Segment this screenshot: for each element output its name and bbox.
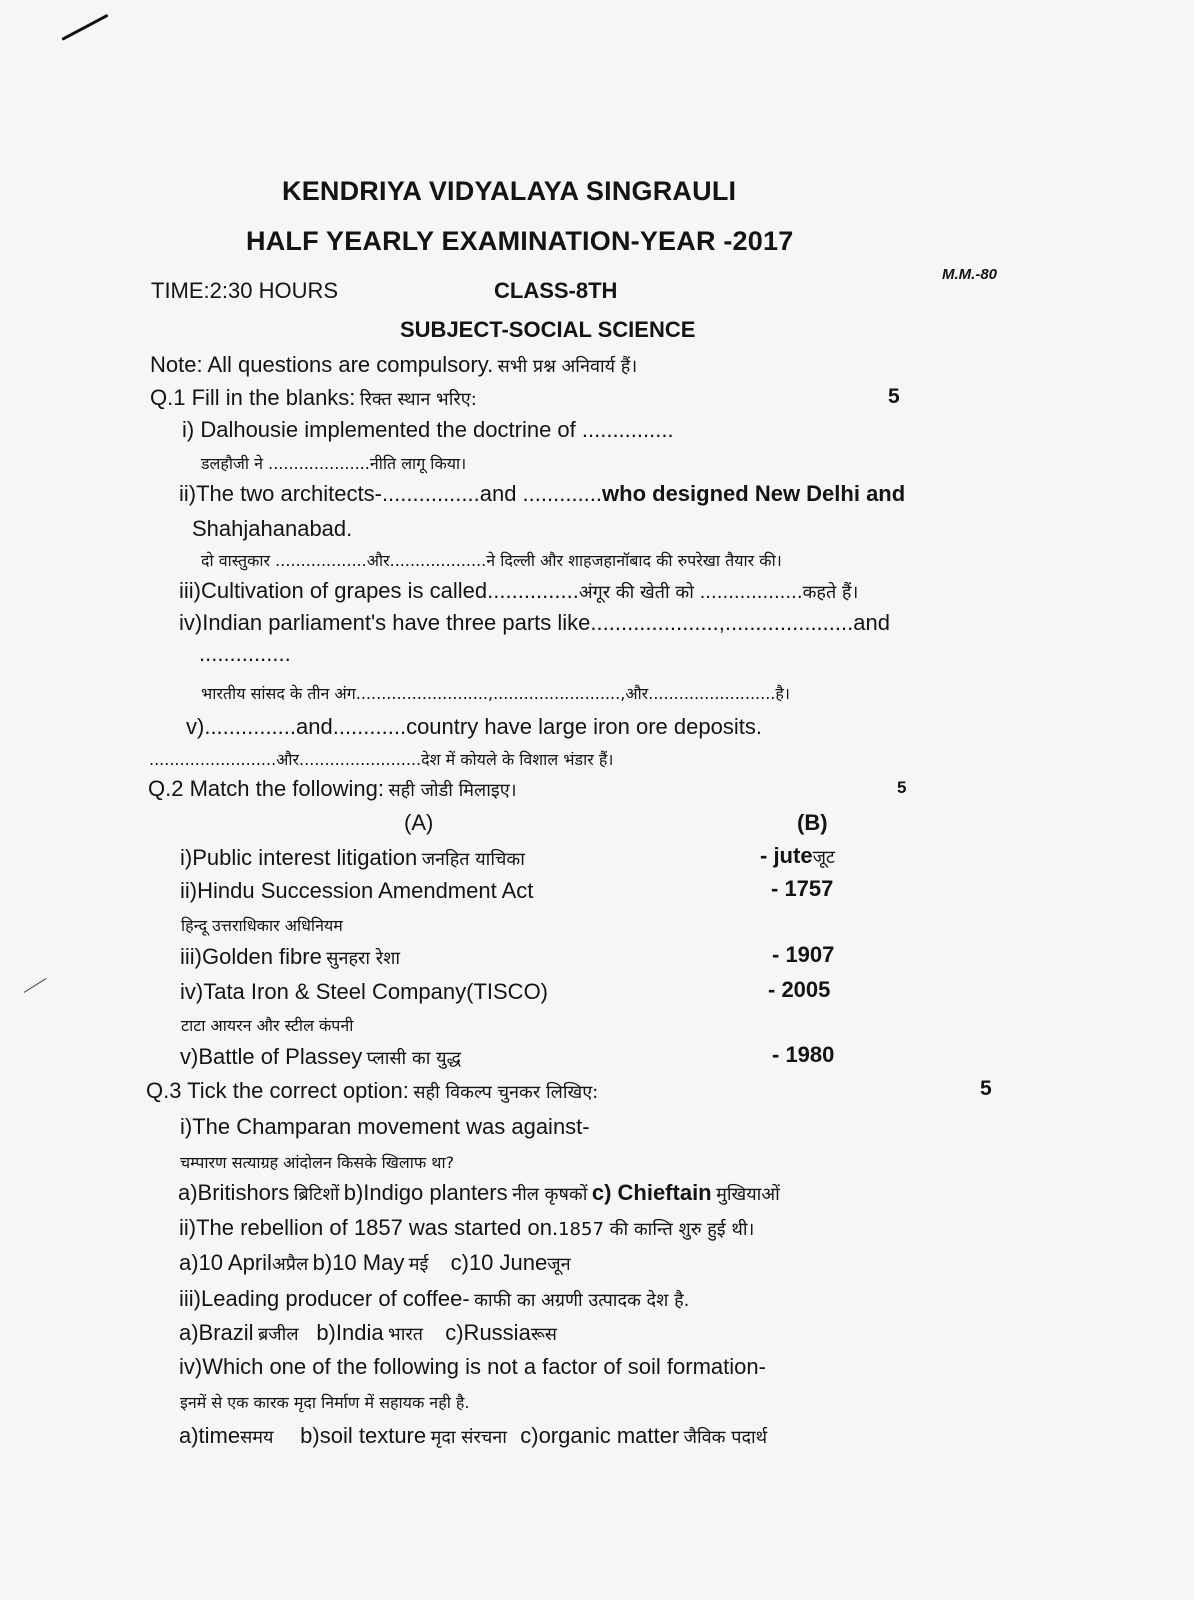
q3-item-2-en: ii)The rebellion of 1857 was started on. bbox=[179, 1215, 559, 1240]
q3-item-1-opt-b-hi: नील कृषकों bbox=[512, 1184, 588, 1205]
q2-title-hi: सही जोडी मिलाइए। bbox=[388, 780, 517, 801]
q2-row-2-b: - 1757 bbox=[771, 876, 834, 901]
q2-row-3-b: - 1907 bbox=[772, 942, 835, 967]
q2-col-b: (B) bbox=[797, 810, 828, 835]
q1-item-4: iv)Indian parliament's have three parts like.....................,.....................and bbox=[179, 610, 890, 635]
q2-marks: 5 bbox=[897, 778, 907, 797]
exam-time: TIME:2:30 HOURS bbox=[151, 278, 339, 303]
q3-title-en: Q.3 Tick the correct option: bbox=[146, 1078, 409, 1103]
q3-item-3 bbox=[179, 1286, 689, 1312]
q3-item-3-opt-b: b)India bbox=[316, 1320, 384, 1345]
subject-label: SUBJECT-SOCIAL SCIENCE bbox=[400, 317, 696, 342]
q3-item-1-options bbox=[178, 1180, 780, 1206]
margin-tick bbox=[24, 978, 47, 993]
q3-item-3-opt-c: c)Russia bbox=[445, 1320, 531, 1345]
q3-item-4-opt-c-hi: जैविक पदार्थ bbox=[683, 1427, 768, 1448]
q1-item-3-hi: अंगूर की खेती को ..................कहते हैं। bbox=[578, 582, 859, 603]
q3-item-2-opt-a-hi: अप्रैल bbox=[271, 1254, 309, 1275]
q3-item-1-hi: चम्पारण सत्याग्रह आंदोलन किसके खिलाफ था? bbox=[180, 1153, 455, 1172]
q2-row-3-a bbox=[180, 944, 400, 970]
note-en: Note: All questions are compulsory. bbox=[150, 352, 494, 377]
q2-row-2-a: ii)Hindu Succession Amendment Act bbox=[180, 878, 534, 903]
q2-row-4-a-hi: टाटा आयरन और स्टील कंपनी bbox=[181, 1016, 354, 1035]
q3-item-4: iv)Which one of the following is not a factor of soil formation- bbox=[179, 1354, 766, 1379]
q2-title-en: Q.2 Match the following: bbox=[148, 776, 385, 801]
q2-row-3-a-en: iii)Golden fibre bbox=[180, 944, 322, 969]
q3-item-2-options bbox=[179, 1250, 571, 1276]
q1-item-5: v)...............and............country have large iron ore deposits. bbox=[186, 714, 762, 739]
q1-item-2 bbox=[179, 481, 905, 507]
q2-row-1-b-hi: जूट bbox=[812, 847, 835, 868]
q1-item-4-dots: ............... bbox=[199, 641, 291, 666]
q2-row-5-a-hi: प्लासी का युद्ध bbox=[366, 1048, 461, 1069]
q1-item-3-en: iii)Cultivation of grapes is called............... bbox=[179, 578, 579, 603]
q2-row-5-a bbox=[180, 1044, 461, 1070]
q3-item-2-opt-a: a)10 April bbox=[179, 1250, 272, 1275]
q3-item-4-hi: इनमें से एक कारक मृदा निर्माण में सहायक नही है. bbox=[180, 1393, 470, 1412]
q3-item-1-opt-a: a)Britishors bbox=[178, 1180, 290, 1205]
pen-mark bbox=[61, 14, 108, 41]
q3-item-1-opt-c-hi: मुखियाओं bbox=[716, 1184, 780, 1205]
q1-title-en: Q.1 Fill in the blanks: bbox=[150, 385, 356, 410]
q3-item-3-opt-a-hi: ब्रजील bbox=[258, 1324, 299, 1345]
q3-item-2-opt-b-hi: मई bbox=[408, 1254, 429, 1275]
q3-item-2-opt-b: b)10 May bbox=[312, 1250, 405, 1275]
q3-item-3-opt-b-hi: भारत bbox=[388, 1324, 423, 1345]
q2-col-a: (A) bbox=[404, 810, 434, 835]
q1-item-1: i) Dalhousie implemented the doctrine of ............... bbox=[182, 417, 674, 442]
q3-item-4-opt-b-hi: मृदा संरचना bbox=[430, 1427, 507, 1448]
q3-item-4-opt-a: a)time bbox=[179, 1423, 241, 1448]
q3-marks: 5 bbox=[980, 1077, 992, 1100]
note-hi: सभी प्रश्न अनिवार्य हैं। bbox=[497, 356, 638, 377]
q1-item-5-hi: .........................और........................देश में कोयले के विशाल भंडार हैं। bbox=[149, 750, 614, 769]
exam-title: HALF YEARLY EXAMINATION-YEAR -2017 bbox=[246, 226, 794, 256]
q3-item-4-opt-b: b)soil texture bbox=[300, 1423, 427, 1448]
note bbox=[150, 352, 637, 378]
q2-row-1-b bbox=[760, 843, 835, 869]
q2-row-3-a-hi: सुनहरा रेशा bbox=[326, 948, 401, 969]
q2-row-1-a-en: i)Public interest litigation bbox=[180, 845, 418, 870]
q3-item-2-opt-c-hi: जून bbox=[547, 1254, 571, 1275]
max-marks: M.M.-80 bbox=[942, 266, 998, 283]
q3-item-3-opt-a: a)Brazil bbox=[179, 1320, 254, 1345]
school-name: KENDRIYA VIDYALAYA SINGRAULI bbox=[282, 176, 737, 206]
q3-item-4-opt-a-hi: समय bbox=[240, 1427, 274, 1448]
q2-row-2-a-hi: हिन्दू उत्तराधिकार अधिनियम bbox=[181, 916, 343, 935]
q3-item-3-opt-c-hi: रूस bbox=[530, 1324, 557, 1345]
q3-title bbox=[146, 1078, 598, 1104]
q2-row-1-a-hi: जनहित याचिका bbox=[421, 849, 525, 870]
q3-item-3-hi: काफी का अग्रणी उत्पादक देश है. bbox=[474, 1290, 690, 1311]
q3-item-3-en: iii)Leading producer of coffee- bbox=[179, 1286, 470, 1311]
class-label: CLASS-8TH bbox=[494, 278, 618, 303]
q3-item-4-options bbox=[179, 1423, 767, 1449]
q1-item-2-cont: Shahjahanabad. bbox=[192, 516, 353, 541]
q3-item-2-opt-c: c)10 June bbox=[450, 1250, 548, 1275]
q3-item-2-hi: 1857 की कान्ति शुरु हुई थी। bbox=[558, 1219, 755, 1240]
q2-row-1-b-en: - jute bbox=[760, 843, 813, 868]
q2-row-1-a bbox=[180, 845, 525, 871]
q1-marks: 5 bbox=[888, 385, 900, 408]
q3-item-3-options bbox=[179, 1320, 557, 1346]
q1-item-2-en-b: who designed New Delhi and bbox=[602, 481, 906, 506]
q1-title-hi: रिक्त स्थान भरिए: bbox=[359, 389, 477, 410]
q3-item-1-opt-c: c) Chieftain bbox=[591, 1180, 712, 1205]
q1-title bbox=[150, 385, 477, 411]
q2-row-4-b: - 2005 bbox=[768, 977, 831, 1002]
q3-item-1-opt-a-hi: ब्रिटिशों bbox=[293, 1184, 340, 1205]
q3-item-1-opt-b: b)Indigo planters bbox=[343, 1180, 508, 1205]
q3-item-2 bbox=[179, 1215, 754, 1241]
q3-item-1: i)The Champaran movement was against- bbox=[180, 1114, 590, 1139]
q1-item-2-en-a: ii)The two architects-................and ............. bbox=[179, 481, 603, 506]
q1-item-1-hi: डलहौजी ने ....................नीति लागू किया। bbox=[201, 454, 467, 473]
q2-row-5-a-en: v)Battle of Plassey bbox=[180, 1044, 363, 1069]
q1-item-3 bbox=[179, 578, 858, 604]
q3-item-4-opt-c: c)organic matter bbox=[520, 1423, 680, 1448]
q2-title bbox=[148, 776, 517, 802]
q2-row-5-b: - 1980 bbox=[772, 1042, 835, 1067]
q3-title-hi: सही विकल्प चुनकर लिखिए: bbox=[413, 1082, 599, 1103]
q2-row-4-a: iv)Tata Iron & Steel Company(TISCO) bbox=[180, 979, 549, 1004]
q1-item-2-hi: दो वास्तुकार ..................और...................ने दिल्ली और शाहजहानॉबाद की रुपरेखा तैयार की। bbox=[201, 551, 782, 570]
q1-item-4-hi: भारतीय सांसद के तीन अंग..........................,.........................,और.........................है। bbox=[201, 684, 790, 703]
